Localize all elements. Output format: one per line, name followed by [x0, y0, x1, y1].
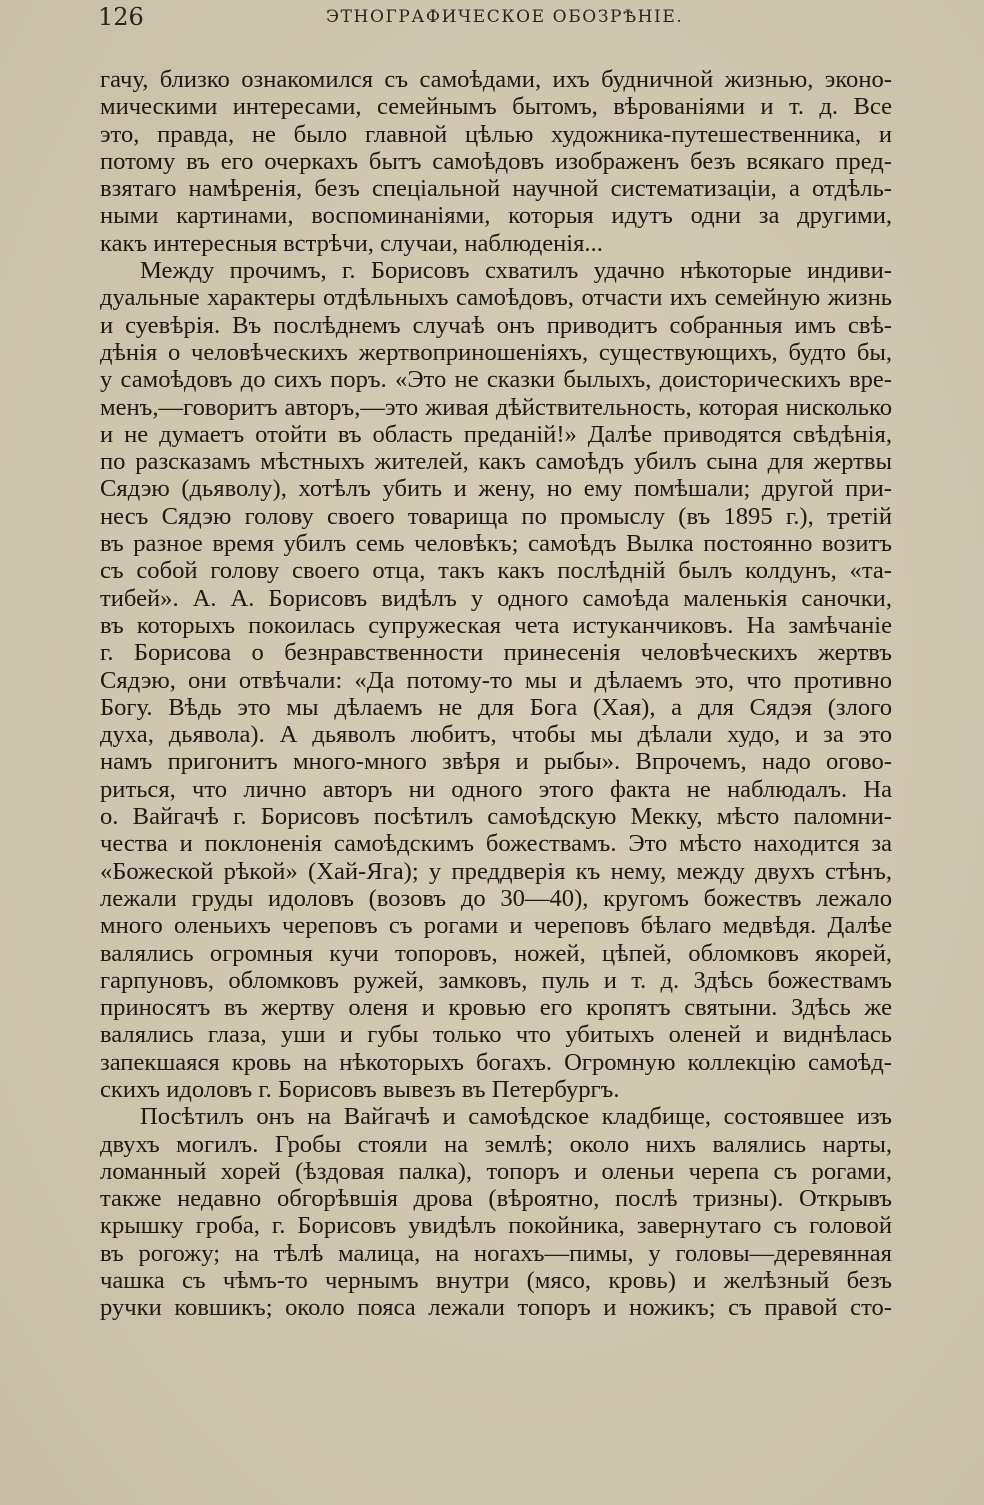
page-number: 126 [98, 3, 144, 31]
text-line: взятаго намѣренія, безъ спеціальной научной систематизаціи, а отдѣль- [100, 175, 892, 203]
text-line: несъ Сядэю голову своего товарища по промыслу (въ 1895 г.), третій [100, 502, 892, 530]
text-line: ручки ковшикъ; около пояса лежали топоръ и ножикъ; съ правой сто- [100, 1294, 892, 1322]
text-line: это, правда, не было главной цѣлью художника-путешественника, и [100, 120, 892, 148]
text-line: валялись глаза, уши и губы только что убитыхъ оленей и виднѣлась [100, 1021, 892, 1049]
text-line: чества и поклоненія самоѣдскимъ божествамъ. Это мѣсто находится за [100, 830, 892, 858]
text-line: дѣнія о человѣческихъ жертвоприношеніяхъ, существующихъ, будто бы, [100, 338, 892, 366]
text-line: о. Вайгачѣ г. Борисовъ посѣтилъ самоѣдскую Мекку, мѣсто паломни- [100, 803, 892, 831]
page-header [98, 4, 888, 30]
text-line: дуальные характеры отдѣльныхъ самоѣдовъ, отчасти ихъ семейную жизнь [100, 284, 892, 312]
text-line: Между прочимъ, г. Борисовъ схватилъ удачно нѣкоторые индиви- [140, 257, 892, 285]
running-title: ЭТНОГРАФИЧЕСКОЕ ОБОЗРѢНІЕ. [326, 7, 684, 27]
text-line: Сядэю (дьяволу), хотѣлъ убить и жену, но ему помѣшали; другой при- [100, 475, 892, 503]
text-line: потому въ его очеркахъ бытъ самоѣдовъ изображенъ безъ всякаго пред- [100, 147, 892, 175]
text-line: гарпуновъ, обломковъ ружей, замковъ, пуль и т. д. Здѣсь божествамъ [100, 966, 892, 994]
text-line: въ которыхъ покоилась супружеская чета истуканчиковъ. На замѣчаніе [100, 611, 892, 639]
text-line: скихъ идоловъ г. Борисовъ вывезъ въ Петербургъ. [100, 1075, 620, 1103]
text-line: двухъ могилъ. Гробы стояли на землѣ; около нихъ валялись нарты, [100, 1130, 892, 1158]
text-line: какъ интересныя встрѣчи, случаи, наблюденія... [100, 229, 603, 257]
text-line: ломанный хорей (ѣздовая палка), топоръ и оленьи черепа съ рогами, [100, 1157, 892, 1185]
text-line: много оленьихъ череповъ съ рогами и череповъ бѣлаго медвѣдя. Далѣе [100, 912, 892, 940]
text-line: и суевѣрія. Въ послѣднемъ случаѣ онъ приводитъ собранныя имъ свѣ- [100, 311, 892, 339]
text-line: запекшаяся кровь на нѣкоторыхъ богахъ. Огромную коллекцію самоѣд- [100, 1048, 892, 1076]
text-line: Сядэю, они отвѣчали: «Да потому-то мы и дѣлаемъ это, что противно [100, 666, 892, 694]
text-line: духа, дьявола). А дьяволъ любитъ, чтобы мы дѣлали худо, и за это [100, 721, 892, 749]
text-line: и не думаетъ отойти въ область преданій!» Далѣе приводятся свѣдѣнія, [100, 420, 892, 448]
text-line: Посѣтилъ онъ на Вайгачѣ и самоѣдское кладбище, состоявшее изъ [140, 1103, 892, 1131]
text-line: валялись огромныя кучи топоровъ, ножей, цѣпей, обломковъ якорей, [100, 939, 892, 967]
text-line: гачу, близко ознакомился съ самоѣдами, ихъ будничной жизнью, эконо- [100, 66, 892, 93]
text-line: съ собой голову своего отца, такъ какъ послѣдній былъ колдунъ, «та- [100, 557, 892, 585]
text-line: г. Борисова о безнравственности принесенія человѣческихъ жертвъ [100, 639, 892, 667]
text-line: въ разное время убилъ семь человѣкъ; самоѣдъ Вылка постоянно возитъ [100, 530, 892, 558]
text-line: приносятъ въ жертву оленя и кровью его кропятъ святыни. Здѣсь же [100, 994, 892, 1022]
text-line: риться, что лично авторъ ни одного этого факта не наблюдалъ. На [100, 775, 892, 803]
text-line: по разсказамъ мѣстныхъ жителей, какъ самоѣдъ убилъ сына для жертвы [100, 448, 892, 476]
body-text [100, 66, 892, 1322]
text-line: также недавно обгорѣвшія дрова (вѣроятно, послѣ тризны). Открывъ [100, 1185, 892, 1213]
text-line: въ рогожу; на тѣлѣ малица, на ногахъ—пимы, у головы—деревянная [100, 1239, 892, 1267]
text-line: Богу. Вѣдь это мы дѣлаемъ не для Бога (Хая), а для Сядэя (злого [100, 693, 892, 721]
text-line: тибей». А. А. Борисовъ видѣлъ у одного самоѣда маленькія саночки, [100, 584, 892, 612]
text-line: чашка съ чѣмъ-то чернымъ внутри (мясо, кровь) и желѣзный безъ [100, 1267, 892, 1295]
text-line: лежали груды идоловъ (возовъ до 30—40), кругомъ божествъ лежало [100, 884, 892, 912]
text-line: у самоѣдовъ до сихъ поръ. «Это не сказки былыхъ, доисторическихъ вре- [100, 366, 892, 394]
text-line: ными картинами, воспоминаніями, которыя идутъ одни за другими, [100, 202, 892, 230]
text-line: мическими интересами, семейнымъ бытомъ, вѣрованіями и т. д. Все [100, 93, 892, 121]
text-line: намъ пригонитъ много-много звѣря и рыбы». Впрочемъ, надо огово- [100, 748, 892, 776]
text-line: крышку гроба, г. Борисовъ увидѣлъ покойника, завернутаго съ головой [100, 1212, 892, 1240]
text-line: менъ,—говоритъ авторъ,—это живая дѣйствительность, которая нисколько [100, 393, 892, 421]
text-line: «Божеской рѣкой» (Хай-Яга); у преддверія къ нему, между двухъ стѣнъ, [100, 857, 892, 885]
